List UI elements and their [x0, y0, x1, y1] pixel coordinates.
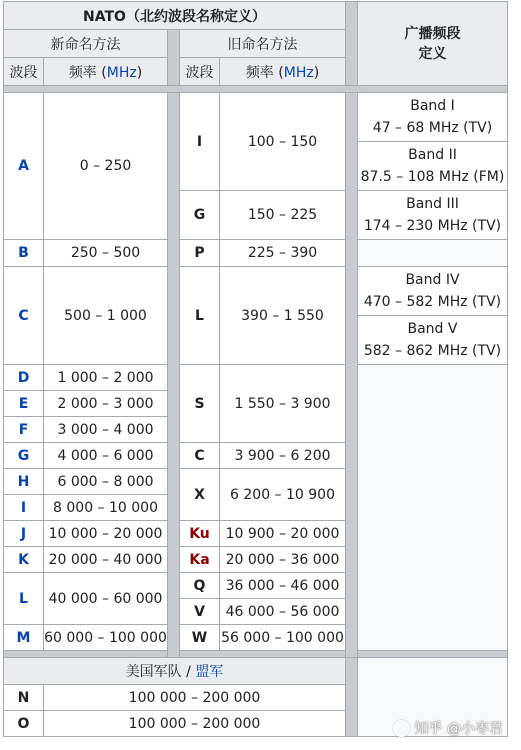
body-col-gap-2: [346, 93, 358, 658]
old-band-w[interactable]: W: [180, 625, 220, 651]
old-band-c[interactable]: C: [180, 443, 220, 469]
mhz-link[interactable]: MHz: [106, 64, 137, 81]
old-band-ka[interactable]: Ka: [180, 547, 220, 573]
old-band-v[interactable]: V: [180, 599, 220, 625]
body-col-gap: [168, 93, 180, 658]
broadcast-band-5: [358, 316, 508, 365]
old-freq-s: 1 550 – 3 900: [220, 365, 346, 443]
old-freq-v: 46 000 – 56 000: [220, 599, 346, 625]
broadcast-header: [358, 2, 508, 86]
us-freq-n: 100 000 – 200 000: [44, 685, 346, 711]
new-freq-h: 6 000 – 8 000: [44, 469, 168, 495]
band-3-name[interactable]: Band III: [406, 196, 459, 212]
new-freq-d: 1 000 – 2 000: [44, 365, 168, 391]
old-freq-i: 100 – 150: [220, 93, 346, 191]
band-1-name[interactable]: Band I: [410, 98, 455, 114]
old-band-i[interactable]: I: [180, 93, 220, 191]
section-separator-2: [4, 651, 508, 658]
broadcast-band-1: [358, 93, 508, 142]
old-freq-g: 150 – 225: [220, 191, 346, 240]
old-band-g[interactable]: G: [180, 191, 220, 240]
us-military-label: 美国军队 /: [125, 664, 196, 680]
new-band-m[interactable]: M: [4, 625, 44, 651]
header-gap: [346, 2, 358, 86]
new-freq-e: 2 000 – 3 000: [44, 391, 168, 417]
new-band-k[interactable]: K: [4, 547, 44, 573]
old-freq-w: 56 000 – 100 000: [220, 625, 346, 651]
watermark: [393, 718, 503, 738]
new-band-l[interactable]: L: [4, 573, 44, 625]
new-freq-b: 250 – 500: [44, 240, 168, 267]
new-freq-f: 3 000 – 4 000: [44, 417, 168, 443]
old-freq-l: 390 – 1 550: [220, 267, 346, 365]
freq-label-end: ): [313, 64, 320, 81]
new-band-a[interactable]: A: [4, 93, 44, 240]
us-gap: [346, 658, 358, 737]
old-freq-p: 225 – 390: [220, 240, 346, 267]
section-separator: [4, 86, 508, 93]
us-freq-o: 100 000 – 200 000: [44, 711, 346, 737]
new-freq-i: 8 000 – 10 000: [44, 495, 168, 521]
band-4-name[interactable]: Band IV: [405, 272, 460, 288]
new-band-j[interactable]: J: [4, 521, 44, 547]
old-band-ku[interactable]: Ku: [180, 521, 220, 547]
old-freq-x: 6 200 – 10 900: [220, 469, 346, 521]
new-freq-a: 0 – 250: [44, 93, 168, 240]
new-freq-m: 60 000 – 100 000: [44, 625, 168, 651]
old-freq-q: 36 000 – 46 000: [220, 573, 346, 599]
old-freq-ku: 10 900 – 20 000: [220, 521, 346, 547]
band-3-range: 174 – 230 MHz (TV): [363, 218, 502, 234]
new-freq-k: 20 000 – 40 000: [44, 547, 168, 573]
old-band-p[interactable]: P: [180, 240, 220, 267]
freq-label: 频率 (: [68, 64, 107, 81]
new-freq-l: 40 000 – 60 000: [44, 573, 168, 625]
us-military-header: [4, 658, 346, 685]
us-band-n[interactable]: N: [4, 685, 44, 711]
mhz-link[interactable]: MHz: [283, 64, 314, 81]
new-band-d[interactable]: D: [4, 365, 44, 391]
old-freq-c: 3 900 – 6 200: [220, 443, 346, 469]
old-band-col-header: 波段: [180, 58, 220, 86]
us-band-o[interactable]: O: [4, 711, 44, 737]
new-band-f[interactable]: F: [4, 417, 44, 443]
broadcast-band-4: [358, 267, 508, 316]
watermark-text: 知乎 @小枣君: [414, 721, 503, 737]
broadcast-band-2: [358, 142, 508, 191]
band-4-range: 470 – 582 MHz (TV): [363, 294, 502, 310]
nato-band-table: [3, 1, 508, 737]
band-2-name[interactable]: Band II: [408, 147, 457, 163]
new-freq-col-header: [44, 58, 168, 86]
old-freq-ka: 20 000 – 36 000: [220, 547, 346, 573]
band-2-range: 87.5 – 108 MHz (FM): [360, 169, 505, 185]
broadcast-band-3: [358, 191, 508, 240]
broadcast-header-text: 广播频段 定义: [404, 25, 461, 62]
table-title: NATO（北约波段名称定义）: [4, 2, 346, 30]
old-band-s[interactable]: S: [180, 365, 220, 443]
old-band-l[interactable]: L: [180, 267, 220, 365]
header-col-gap: [168, 30, 180, 86]
allied-link[interactable]: 盟军: [195, 664, 224, 680]
new-band-c[interactable]: C: [4, 267, 44, 365]
freq-label: 频率 (: [245, 64, 284, 81]
band-1-range: 47 – 68 MHz (TV): [372, 120, 493, 136]
new-freq-j: 10 000 – 20 000: [44, 521, 168, 547]
old-scheme-header: 旧命名方法: [180, 30, 346, 58]
freq-label-end: ): [136, 64, 143, 81]
broadcast-empty-2: [358, 365, 508, 651]
new-band-col-header: 波段: [4, 58, 44, 86]
new-band-i[interactable]: I: [4, 495, 44, 521]
new-band-b[interactable]: B: [4, 240, 44, 267]
new-band-h[interactable]: H: [4, 469, 44, 495]
new-scheme-header: 新命名方法: [4, 30, 168, 58]
new-freq-g: 4 000 – 6 000: [44, 443, 168, 469]
watermark-logo-icon: [393, 720, 410, 737]
band-5-name[interactable]: Band V: [407, 321, 458, 337]
old-freq-col-header: [220, 58, 346, 86]
old-band-q[interactable]: Q: [180, 573, 220, 599]
band-5-range: 582 – 862 MHz (TV): [363, 343, 502, 359]
new-freq-c: 500 – 1 000: [44, 267, 168, 365]
broadcast-empty-1: [358, 240, 508, 267]
new-band-g[interactable]: G: [4, 443, 44, 469]
old-band-x[interactable]: X: [180, 469, 220, 521]
new-band-e[interactable]: E: [4, 391, 44, 417]
